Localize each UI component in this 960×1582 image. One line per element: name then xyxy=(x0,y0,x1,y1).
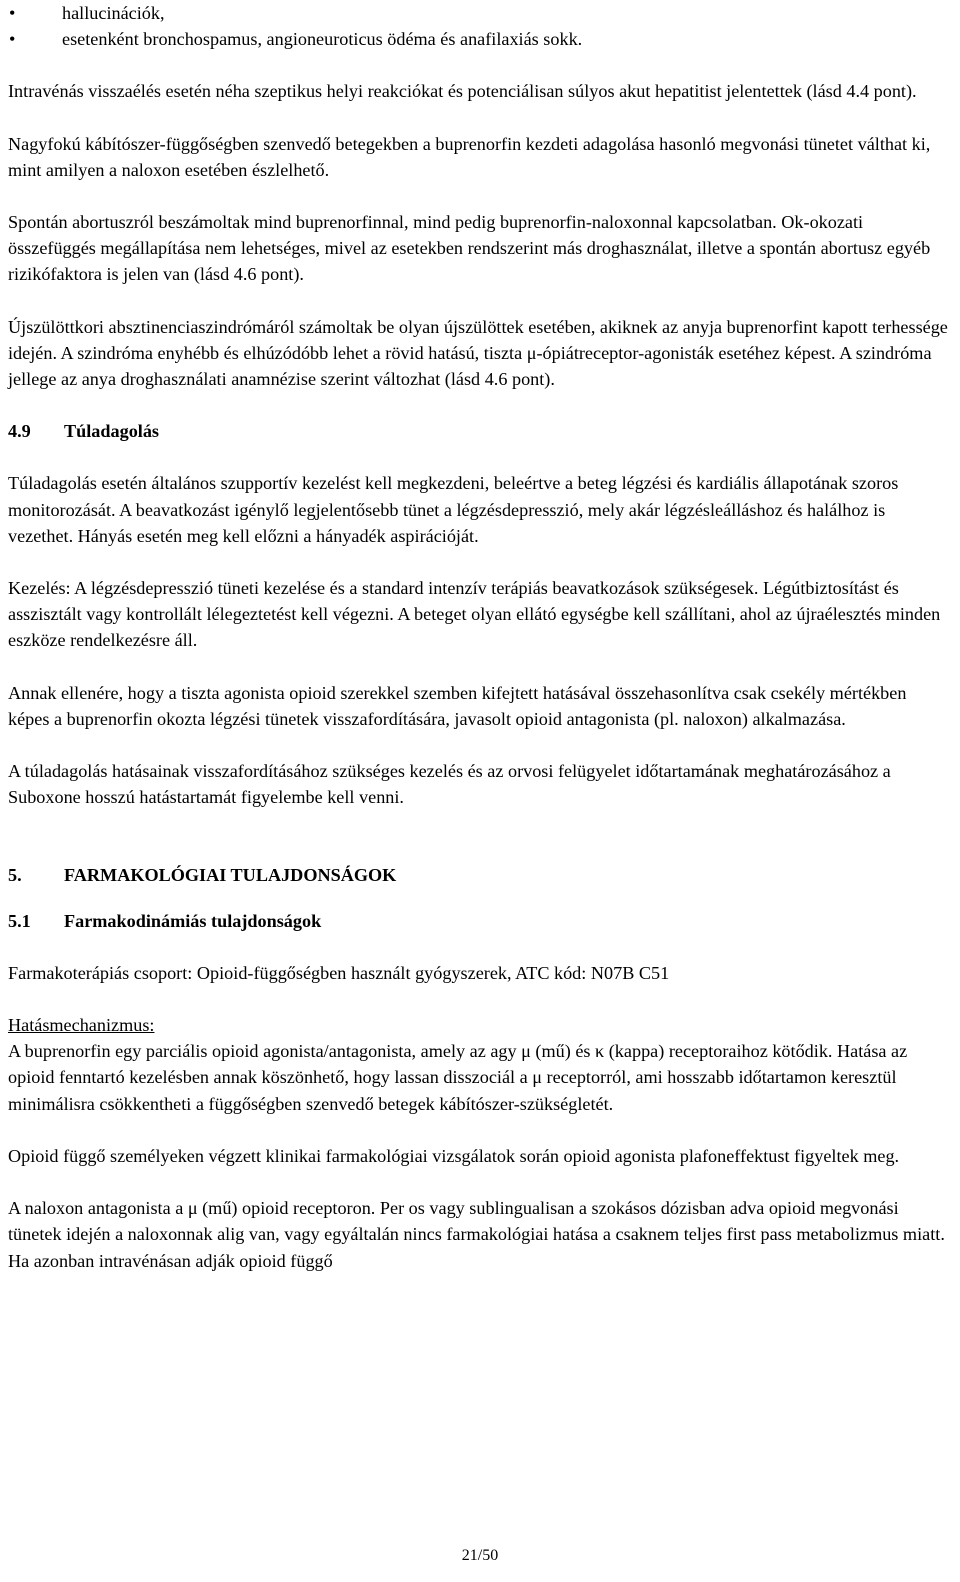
paragraph-withdrawal: Nagyfokú kábítószer-függőségben szenvedő betegekben a buprenorfin kezdeti adagolása hasonló megvonási tünetet válthat ki, mint amilyen a naloxon esetében észlelhető. xyxy=(8,133,931,180)
mechanism-label: Hatásmechanizmus: xyxy=(8,1015,155,1036)
bullet-icon: • xyxy=(9,3,16,23)
paragraph-neonatal: Újszülöttkori absztinenciaszindrómáról számoltak be olyan újszülöttek esetében, akiknek az anyja buprenorfint kapott terhessége idején. A szindróma enyhébb és elhúzódóbb lehet a rövid hatású, tiszta μ-ópiátreceptor-agonisták esetéhez képest. A szindróma jellege az anya droghasználati anamnézise szerint változhat (lásd 4.6 pont). xyxy=(8,316,948,390)
list-item xyxy=(8,0,950,26)
section-number: 5.1 xyxy=(8,910,31,931)
section-title: Túladagolás xyxy=(64,421,160,442)
paragraph-overdose-duration: A túladagolás hatásainak visszafordításához szükséges kezelés és az orvosi felügyelet időtartamának meghatározásához a Suboxone hosszú hatástartamát figyelembe kell venni. xyxy=(8,761,891,808)
paragraph-iv-abuse: Intravénás visszaélés esetén néha szeptikus helyi reakciókat és potenciálisan súlyos akut hepatitist jelentettek (lásd 4.4 pont). xyxy=(8,81,917,102)
paragraph-therapeutic-group: Farmakoterápiás csoport: Opioid-függőségben használt gyógyszerek, ATC kód: N07B C51 xyxy=(8,962,670,983)
section-title: FARMAKOLÓGIAI TULAJDONSÁGOK xyxy=(64,865,397,886)
section-title: Farmakodinámiás tulajdonságok xyxy=(64,910,322,931)
section-heading-5-1 xyxy=(8,908,950,934)
paragraph-overdose-antagonist: Annak ellenére, hogy a tiszta agonista opioid szerekkel szemben kifejtett hatásával összehasonlítva csak csekély mértékben képes a buprenorfin okozta légzési tünetek visszafordítására, javasolt opioid antagonista (pl. naloxon) alkalmazása. xyxy=(8,682,907,729)
section-heading-4-9 xyxy=(8,418,950,444)
bullet-icon: • xyxy=(9,29,16,50)
paragraph-naloxone: A naloxon antagonista a μ (mű) opioid receptoron. Per os vagy sublingualisan a szokásos dózisban adva opioid megvonási tünetek idején a naloxonnak alig van, vagy egyáltalán nincs farmakológiai hatása a csaknem teljes first pass metabolizmus miatt. Ha azonban intravénásan adják opioid függő xyxy=(8,1198,945,1271)
list-item-text: hallucinációk, xyxy=(62,3,165,23)
paragraph-overdose-general: Túladagolás esetén általános szupportív kezelést kell megkezdeni, beleértve a beteg légzési és kardiális állapotának szoros monitorozását. A beavatkozást igénylő legjelentősebb tünet a légzésdepresszió, mely akár légzésleálláshoz és halálhoz is vezethet. Hányás esetén meg kell előzni a hányadék aspirációját. xyxy=(8,473,899,546)
paragraph-plateau: Opioid függő személyeken végzett klinikai farmakológiai vizsgálatok során opioid agonista plafoneffektust figyeltek meg. xyxy=(8,1145,900,1166)
paragraph-mechanism: A buprenorfin egy parciális opioid agonista/antagonista, amely az agy μ (mű) és κ (kappa) receptoraihoz kötődik. Hatása az opioid fenntartó kezelésben annak köszönhető, hogy lassan disszociál a μ receptorról, ami hosszabb időtartamon keresztül minimálisra csökkentheti a függőségben szenvedő betegek kábítószer-szükségletét. xyxy=(8,1041,908,1114)
adverse-effects-list xyxy=(8,0,950,52)
list-item xyxy=(8,26,950,52)
paragraph-abortion: Spontán abortuszról beszámoltak mind buprenorfinnal, mind pedig buprenorfin-naloxonnal kapcsolatban. Ok-okozati összefüggés megállapítása nem lehetséges, mivel az esetekben rendszerint más droghasználat, illetve a spontán abortusz egyéb rizikófaktora is jelen van (lásd 4.6 pont). xyxy=(8,212,931,285)
section-number: 4.9 xyxy=(8,421,31,442)
list-item-text: esetenként bronchospamus, angioneuroticus ödéma és anafilaxiás sokk. xyxy=(62,29,583,50)
section-number: 5. xyxy=(8,865,22,886)
paragraph-overdose-treatment: Kezelés: A légzésdepresszió tüneti kezelése és a standard intenzív terápiás beavatkozások szükségesek. Légútbiztosítást és asszisztált vagy kontrollált lélegeztetést kell végezni. A beteget olyan ellátó egységbe kell szállítani, ahol az újraélesztés minden eszköze rendelkezésre áll. xyxy=(8,578,941,651)
section-heading-5 xyxy=(8,862,950,888)
document-page xyxy=(8,0,950,1274)
page-number: 21/50 xyxy=(461,1547,499,1564)
